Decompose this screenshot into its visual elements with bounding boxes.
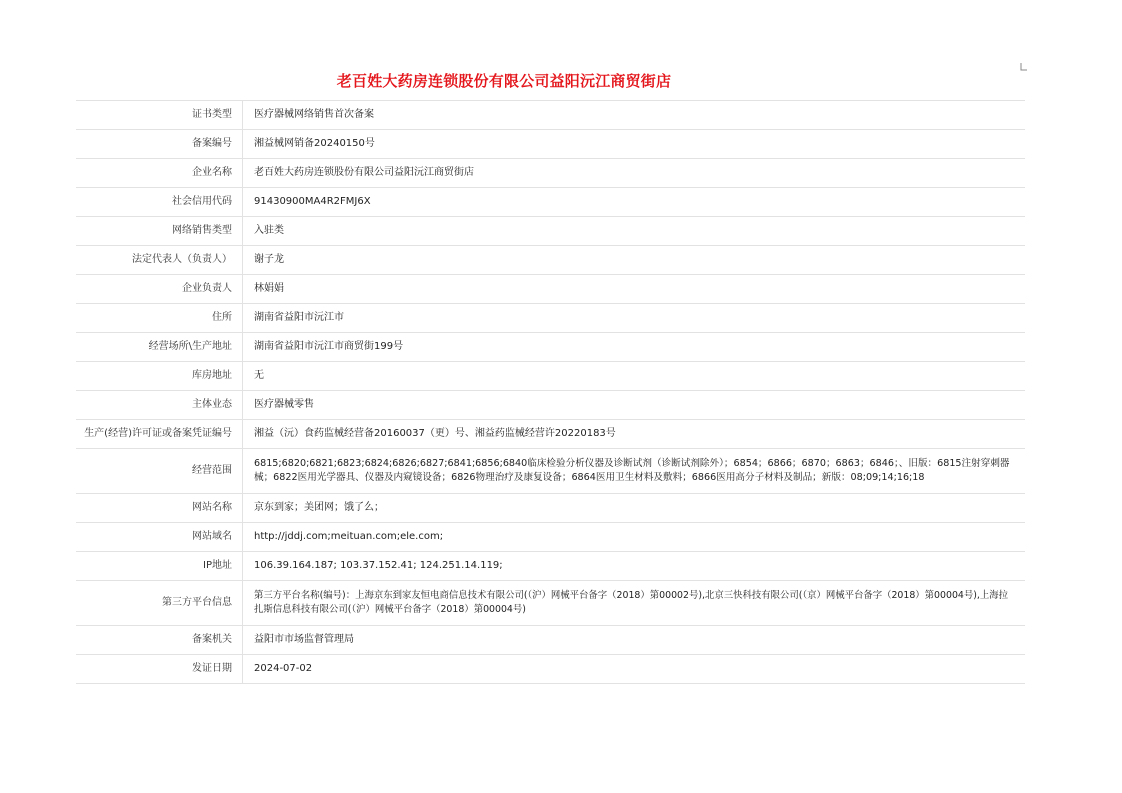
- row-value: 医疗器械网络销售首次备案: [243, 101, 1026, 130]
- row-issue-date: [76, 655, 1025, 684]
- row-label: 网络销售类型: [76, 217, 243, 246]
- row-value: 第三方平台名称(编号)：上海京东到家友恒电商信息技术有限公司(（沪）网械平台备字（2018）第00002号),北京三快科技有限公司(（京）网械平台备字（2018）第00004号),上海拉扎斯信息科技有限公司(（沪）网械平台备字（2018）第00004号): [243, 581, 1026, 626]
- row-label: 主体业态: [76, 391, 243, 420]
- row-label: 企业名称: [76, 159, 243, 188]
- row-legal-representative: [76, 246, 1025, 275]
- row-label: 网站名称: [76, 494, 243, 523]
- row-warehouse-address: [76, 362, 1025, 391]
- row-website-name: [76, 494, 1025, 523]
- row-value: 2024-07-02: [243, 655, 1026, 684]
- row-label: 住所: [76, 304, 243, 333]
- row-value: 益阳市市场监督管理局: [243, 626, 1026, 655]
- row-filing-authority: [76, 626, 1025, 655]
- row-value: 106.39.164.187; 103.37.152.41; 124.251.14.119;: [243, 552, 1026, 581]
- row-label: 经营场所\生产地址: [76, 333, 243, 362]
- row-business-address: [76, 333, 1025, 362]
- row-record-number: [76, 130, 1025, 159]
- row-business-scope: [76, 449, 1025, 494]
- row-label: 社会信用代码: [76, 188, 243, 217]
- row-ip-address: [76, 552, 1025, 581]
- row-label: 发证日期: [76, 655, 243, 684]
- row-value: 6815;6820;6821;6823;6824;6826;6827;6841;6856;6840临床检验分析仪器及诊断试剂（诊断试剂除外）；6854；6866；6870；6863；6846；、旧版：6815注射穿刺器械；6822医用光学器具、仪器及内窥镜设备；6826物理治疗及康复设备；6864医用卫生材料及敷料；6866医用高分子材料及制品；新版：08;09;14;16;18: [243, 449, 1026, 494]
- row-third-party-platform: [76, 581, 1025, 626]
- row-website-domain: [76, 523, 1025, 552]
- row-value: 湘益械网销备20240150号: [243, 130, 1026, 159]
- row-license-number: [76, 420, 1025, 449]
- row-value: 入驻类: [243, 217, 1026, 246]
- row-label: 备案编号: [76, 130, 243, 159]
- row-label: 生产(经营)许可证或备案凭证编号: [76, 420, 243, 449]
- corner-mark-icon: [1020, 62, 1028, 72]
- row-business-format: [76, 391, 1025, 420]
- row-company-manager: [76, 275, 1025, 304]
- row-label: IP地址: [76, 552, 243, 581]
- row-label: 网站域名: [76, 523, 243, 552]
- row-value: http://jddj.com;meituan.com;ele.com;: [243, 523, 1026, 552]
- row-certificate-type: [76, 101, 1025, 130]
- row-value: 无: [243, 362, 1026, 391]
- row-label: 库房地址: [76, 362, 243, 391]
- row-label: 企业负责人: [76, 275, 243, 304]
- row-value: 谢子龙: [243, 246, 1026, 275]
- row-value: 91430900MA4R2FMJ6X: [243, 188, 1026, 217]
- row-online-sales-type: [76, 217, 1025, 246]
- document-title: 老百姓大药房连锁股份有限公司益阳沅江商贸街店: [336, 72, 672, 90]
- row-value: 京东到家；美团网；饿了么；: [243, 494, 1026, 523]
- record-info-table: [76, 100, 1025, 684]
- row-label: 证书类型: [76, 101, 243, 130]
- row-value: 林娟娟: [243, 275, 1026, 304]
- row-label: 经营范围: [76, 449, 243, 494]
- row-label: 备案机关: [76, 626, 243, 655]
- row-value: 湖南省益阳市沅江市: [243, 304, 1026, 333]
- row-company-name: [76, 159, 1025, 188]
- row-residence: [76, 304, 1025, 333]
- row-label: 法定代表人（负责人）: [76, 246, 243, 275]
- row-value: 老百姓大药房连锁股份有限公司益阳沅江商贸街店: [243, 159, 1026, 188]
- row-value: 医疗器械零售: [243, 391, 1026, 420]
- row-value: 湖南省益阳市沅江市商贸街199号: [243, 333, 1026, 362]
- row-value: 湘益（沅）食药监械经营备20160037（更）号、湘益药监械经营许20220183号: [243, 420, 1026, 449]
- row-label: 第三方平台信息: [76, 581, 243, 626]
- row-credit-code: [76, 188, 1025, 217]
